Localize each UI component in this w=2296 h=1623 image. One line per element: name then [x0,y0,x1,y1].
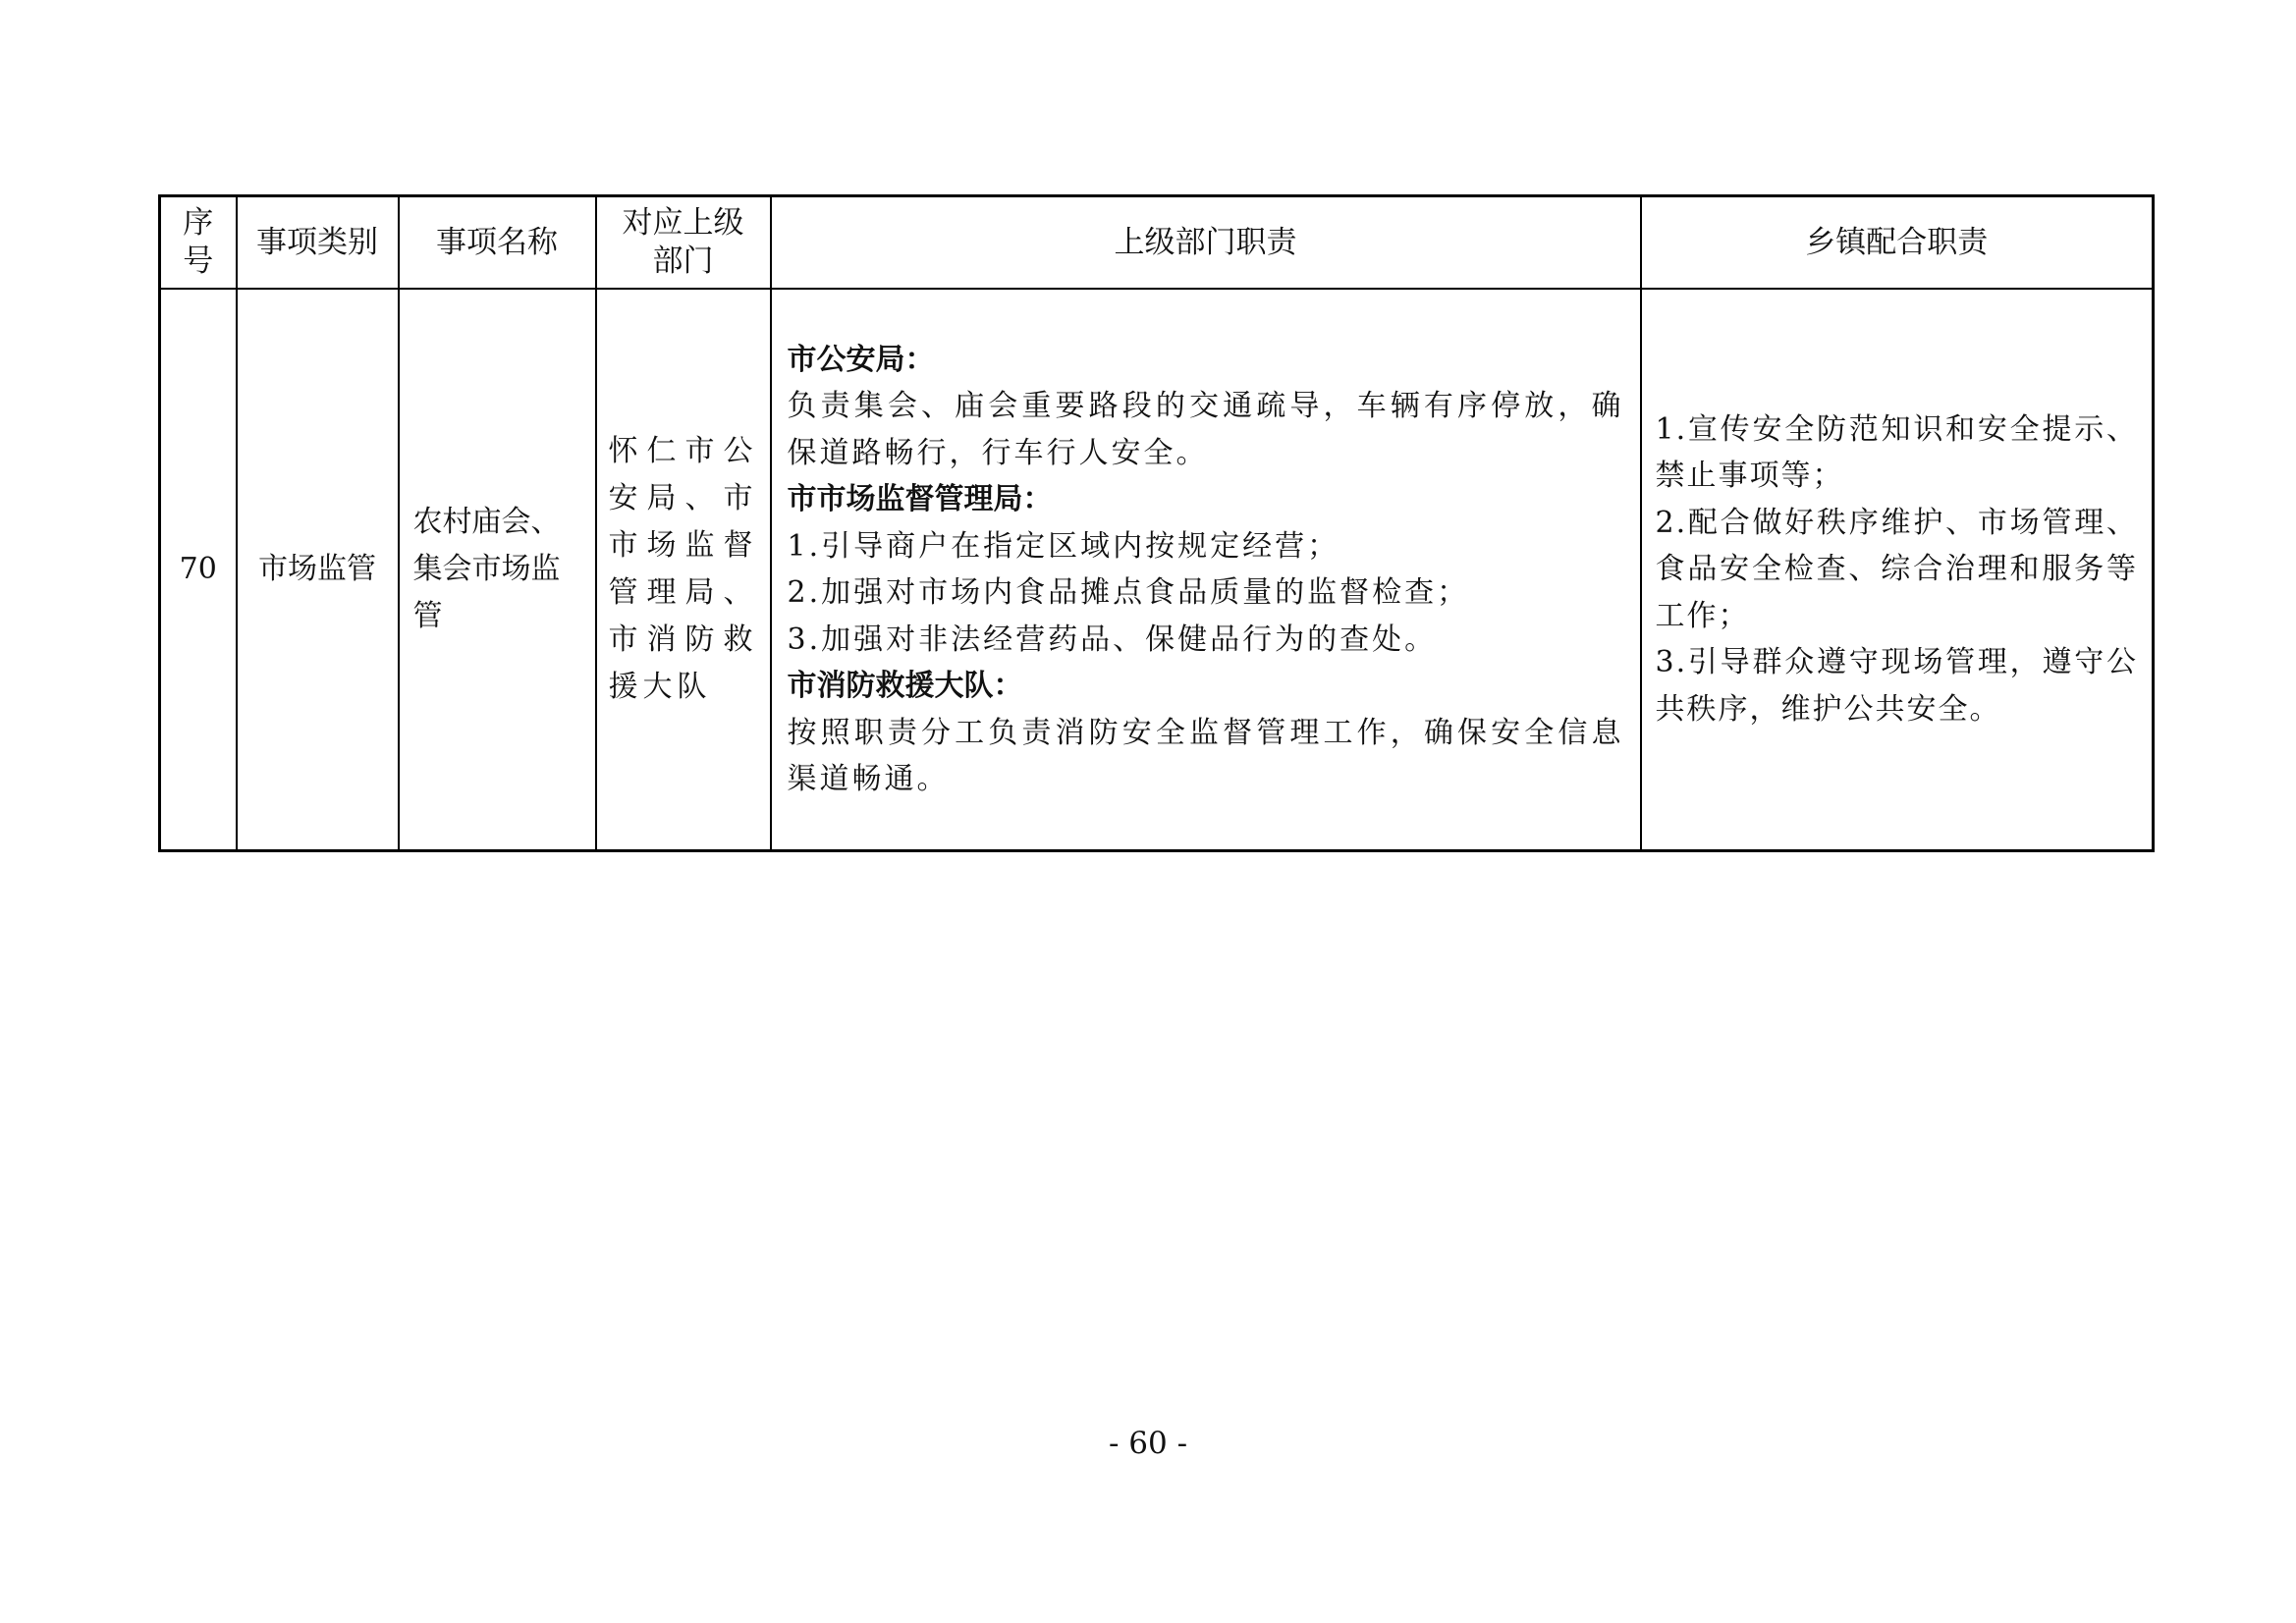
duty-item: 1.引导商户在指定区域内按规定经营； [787,528,1340,564]
cell-category: 市场监管 [237,289,399,851]
page-number: - 60 - [1108,1426,1188,1461]
header-township-duty: 乡镇配合职责 [1641,196,2154,290]
duty-item: 负责集会、庙会重要路段的交通疏导，车辆有序停放，确保道路畅行，行车行人安全。 [787,389,1624,470]
coop-item: 3.引导群众遵守现场管理，遵守公共秩序，维护公共安全。 [1655,645,2138,727]
duty-dept-market: 市市场监督管理局： [787,482,1053,516]
header-superior-dept: 对应上级部门 [596,196,771,290]
header-superior-duty: 上级部门职责 [771,196,1641,290]
duty-item: 2.加强对市场内食品摊点食品质量的监督检查； [787,575,1470,610]
duty-item: 按照职责分工负责消防安全监督管理工作，确保安全信息渠道畅通。 [787,715,1624,796]
cell-seq: 70 [160,289,237,851]
duty-item: 3.加强对非法经营药品、保健品行为的查处。 [787,622,1438,657]
header-row [160,196,2154,290]
cell-superior-dept: 怀仁市公安局、市市场监督管理局、市消防救援大队 [596,289,771,851]
cell-superior-duty [771,289,1641,851]
header-name: 事项名称 [399,196,596,290]
coop-item: 2.配合做好秩序维护、市场管理、食品安全检查、综合治理和服务等工作； [1655,505,2138,633]
header-category: 事项类别 [237,196,399,290]
duty-dept-fire: 市消防救援大队： [787,669,1023,703]
cell-name: 农村庙会、集会市场监管 [399,289,596,851]
cell-township-duty [1641,289,2154,851]
duty-dept-police: 市公安局： [787,342,935,377]
header-seq: 序号 [160,196,237,290]
duty-table [158,194,2155,852]
coop-item: 1.宣传安全防范知识和安全提示、禁止事项等； [1655,411,2138,494]
table-row [160,289,2154,851]
